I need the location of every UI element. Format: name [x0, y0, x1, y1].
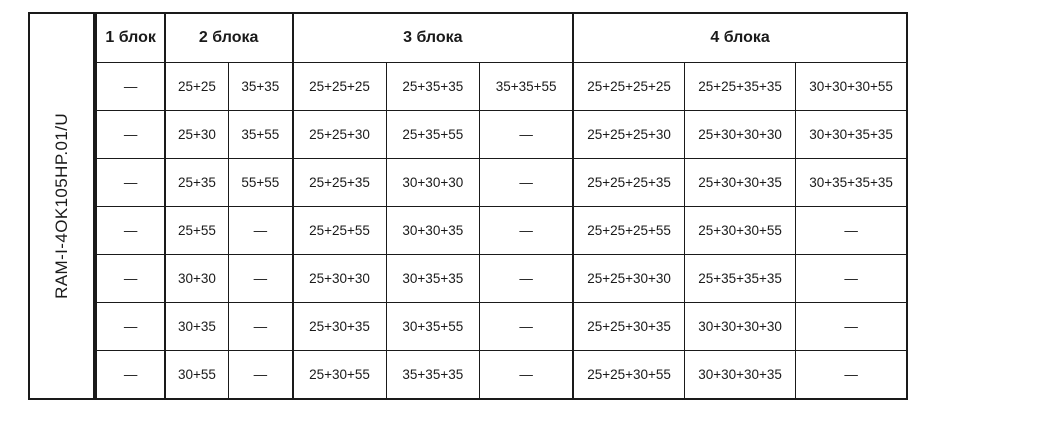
cell: 30+30+35+35	[796, 110, 907, 158]
cell: —	[96, 302, 164, 350]
cell: —	[796, 350, 907, 399]
cell: 25+25+30	[293, 110, 387, 158]
cell: —	[480, 158, 574, 206]
cell: 30+30+35	[386, 206, 479, 254]
cell: 30+30+30+35	[684, 350, 795, 399]
cell: 30+35+35+35	[796, 158, 907, 206]
cell: 25+30+30	[293, 254, 387, 302]
cell: 25+25+30+30	[573, 254, 684, 302]
cell: —	[229, 350, 293, 399]
cell: 30+30+30+30	[684, 302, 795, 350]
table-row	[96, 110, 907, 158]
cell: 25+25	[165, 63, 229, 111]
cell: —	[796, 302, 907, 350]
cell: 25+30+35	[293, 302, 387, 350]
cell: —	[96, 110, 164, 158]
cell: 25+25+25+35	[573, 158, 684, 206]
cell: 25+25+25+55	[573, 206, 684, 254]
cell: 35+55	[229, 110, 293, 158]
cell: —	[229, 302, 293, 350]
cell: —	[96, 350, 164, 399]
cell: —	[796, 254, 907, 302]
group-header-4-blocks: 4 блока	[573, 13, 907, 63]
table-row	[96, 302, 907, 350]
cell: 25+30+30+55	[684, 206, 795, 254]
cell: 35+35+55	[480, 63, 574, 111]
cell: —	[480, 206, 574, 254]
cell: 25+25+35+35	[684, 63, 795, 111]
group-header-1-block: 1 блок	[96, 13, 164, 63]
group-header-2-blocks: 2 блока	[165, 13, 293, 63]
cell: —	[96, 63, 164, 111]
cell: 25+25+30+55	[573, 350, 684, 399]
cell: 30+35+35	[386, 254, 479, 302]
cell: 25+55	[165, 206, 229, 254]
cell: 25+25+30+35	[573, 302, 684, 350]
cell: —	[796, 206, 907, 254]
group-header-3-blocks: 3 блока	[293, 13, 574, 63]
cell: 25+25+25+30	[573, 110, 684, 158]
cell: 25+25+35	[293, 158, 387, 206]
table-row	[96, 158, 907, 206]
cell: —	[480, 254, 574, 302]
cell: —	[229, 206, 293, 254]
cell: —	[96, 158, 164, 206]
table-row	[96, 206, 907, 254]
cell: 30+55	[165, 350, 229, 399]
table-body	[96, 63, 907, 400]
table-row-label-cell	[28, 12, 95, 400]
cell: —	[480, 302, 574, 350]
cell: —	[96, 254, 164, 302]
cell: 25+30+55	[293, 350, 387, 399]
cell: 25+35+35+35	[684, 254, 795, 302]
cell: 25+35+55	[386, 110, 479, 158]
cell: 25+35+35	[386, 63, 479, 111]
cell: 25+25+55	[293, 206, 387, 254]
cell: 35+35+35	[386, 350, 479, 399]
cell: 25+25+25+25	[573, 63, 684, 111]
cell: 30+30+30+55	[796, 63, 907, 111]
cell: —	[229, 254, 293, 302]
cell: 30+30	[165, 254, 229, 302]
table-grid	[95, 12, 908, 400]
cell: 25+35	[165, 158, 229, 206]
cell: 25+30	[165, 110, 229, 158]
cell: —	[480, 350, 574, 399]
table-row	[96, 254, 907, 302]
cell: 55+55	[229, 158, 293, 206]
cell: 35+35	[229, 63, 293, 111]
cell: 30+35	[165, 302, 229, 350]
cell: 25+30+30+35	[684, 158, 795, 206]
model-label: RAM-I-4OK105HP.01/U	[52, 113, 72, 299]
combination-table	[28, 12, 908, 400]
cell: 25+25+25	[293, 63, 387, 111]
cell: —	[96, 206, 164, 254]
cell: —	[480, 110, 574, 158]
table-row	[96, 350, 907, 399]
table-header-row	[96, 13, 907, 63]
cell: 30+30+30	[386, 158, 479, 206]
cell: 30+35+55	[386, 302, 479, 350]
table-row	[96, 63, 907, 111]
cell: 25+30+30+30	[684, 110, 795, 158]
